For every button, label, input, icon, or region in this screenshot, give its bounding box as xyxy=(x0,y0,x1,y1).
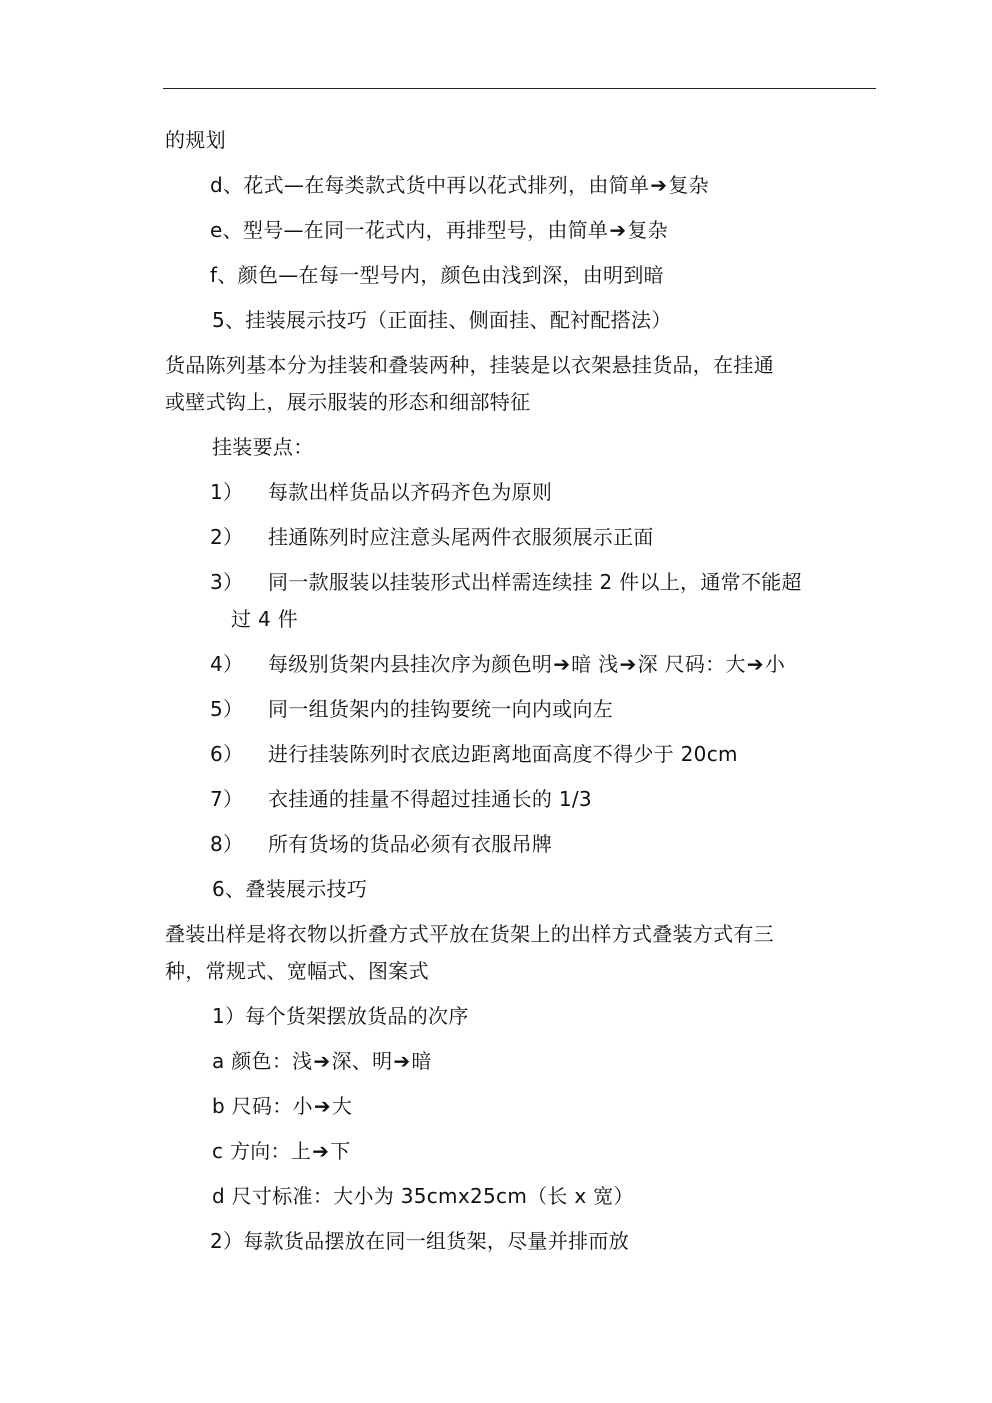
order-item-a: a 颜色：浅➔深、明➔暗 xyxy=(212,1049,432,1073)
right-arrow-icon: ➔ xyxy=(609,218,627,242)
order-item-b: b 尺码：小➔大 xyxy=(212,1094,353,1118)
item-f-color: f、颜色—在每一型号内，颜色由浅到深，由明到暗 xyxy=(210,263,664,287)
list-item: 8） 所有货场的货品必须有衣服吊牌 xyxy=(210,832,553,856)
order-item-d: d 尺寸标准：大小为 35cmx25cm（长 x 宽） xyxy=(212,1184,634,1208)
section-5-heading: 5、挂装展示技巧（正面挂、侧面挂、配衬配搭法） xyxy=(212,308,672,332)
right-arrow-icon: ➔ xyxy=(393,1049,411,1073)
header-rule xyxy=(163,88,876,89)
right-arrow-icon: ➔ xyxy=(619,652,637,676)
list-item: 1） 每款出样货品以齐码齐色为原则 xyxy=(210,480,553,504)
right-arrow-icon: ➔ xyxy=(313,1094,331,1118)
order-item-c: c 方向：上➔下 xyxy=(212,1139,351,1163)
right-arrow-icon: ➔ xyxy=(746,652,764,676)
folding-order-heading: 1）每个货架摆放货品的次序 xyxy=(212,1004,469,1028)
right-arrow-icon: ➔ xyxy=(553,652,571,676)
list-item: 7） 衣挂通的挂量不得超过挂通长的 1/3 xyxy=(210,787,592,811)
paragraph-hanging-1: 货品陈列基本分为挂装和叠装两种，挂装是以衣架悬挂货品，在挂通 xyxy=(165,353,774,377)
item-e-model: e、型号—在同一花式内，再排型号，由简单➔复杂 xyxy=(210,218,668,242)
list-item: 4） 每级别货架内县挂次序为颜色明➔暗 浅➔深 尺码：大➔小 xyxy=(210,652,786,676)
right-arrow-icon: ➔ xyxy=(313,1049,331,1073)
right-arrow-icon: ➔ xyxy=(312,1139,330,1163)
item-d-pattern: d、花式—在每类款式货中再以花式排列，由简单➔复杂 xyxy=(210,173,709,197)
continued-text: 的规划 xyxy=(165,128,226,152)
folding-item-2: 2）每款货品摆放在同一组货架，尽量并排而放 xyxy=(210,1229,630,1253)
list-item: 3） 同一款服装以挂装形式出样需连续挂 2 件以上，通常不能超 xyxy=(210,570,802,594)
paragraph-folding-2: 种，常规式、宽幅式、图案式 xyxy=(165,959,429,983)
list-item: 6） 进行挂装陈列时衣底边距离地面高度不得少于 20cm xyxy=(210,742,738,766)
list-item-continuation: 过 4 件 xyxy=(231,607,298,631)
list-item: 2） 挂通陈列时应注意头尾两件衣服须展示正面 xyxy=(210,525,654,549)
hanging-points-title: 挂装要点： xyxy=(212,435,314,459)
section-6-heading: 6、叠装展示技巧 xyxy=(212,877,368,901)
right-arrow-icon: ➔ xyxy=(650,173,668,197)
paragraph-hanging-2: 或壁式钩上，展示服装的形态和细部特征 xyxy=(165,390,531,414)
paragraph-folding-1: 叠装出样是将衣物以折叠方式平放在货架上的出样方式叠装方式有三 xyxy=(165,922,774,946)
list-item: 5） 同一组货架内的挂钩要统一向内或向左 xyxy=(210,697,614,721)
